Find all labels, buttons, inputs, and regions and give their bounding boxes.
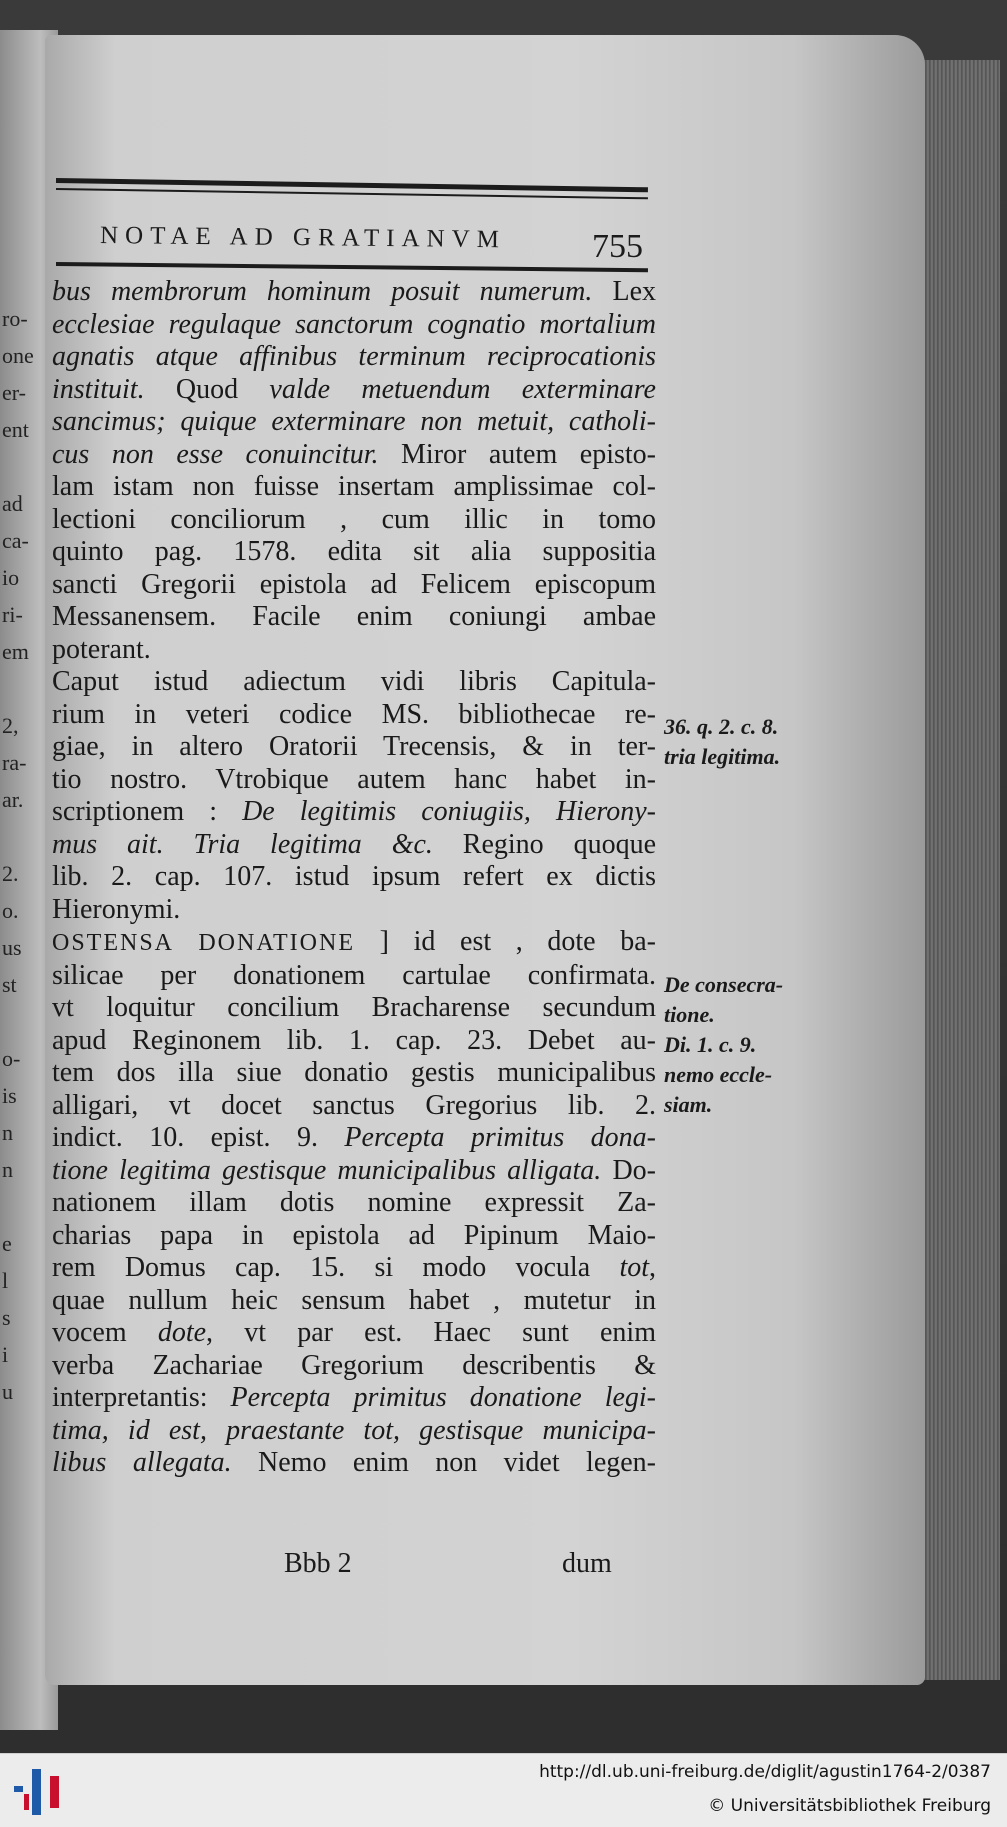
margin-note-consecration: [664, 970, 783, 1120]
text-segment: tot: [619, 1252, 649, 1283]
left-fragment: ro-: [2, 306, 28, 331]
left-fragment: ri-: [2, 602, 23, 627]
catchword: dum: [562, 1548, 612, 1579]
copyright-notice: © Universitätsbibliothek Freiburg: [708, 1796, 991, 1816]
text-segment: giae, in altero Oratorii Trecensis, & in ter-: [52, 731, 656, 762]
body-text: [52, 276, 656, 1480]
text-segment: nationem illam dotis nomine expressit Za-: [52, 1187, 656, 1218]
text-line: [52, 861, 656, 894]
text-segment: mus ait. Tria legitima &c.: [52, 828, 463, 860]
text-segment: instituit.: [52, 373, 176, 405]
text-segment: charias papa in epistola ad Pipinum Maio-: [52, 1219, 656, 1251]
left-fragment: is: [2, 1083, 17, 1108]
text-line: [52, 1220, 656, 1253]
text-line: [52, 992, 656, 1025]
text-line: [52, 1155, 656, 1188]
margin-note-line: siam.: [664, 1092, 713, 1117]
signature-mark: Bbb 2: [284, 1548, 352, 1579]
text-segment: apud Reginonem lib. 1. cap. 23. Debet au-: [52, 1024, 656, 1056]
text-segment: interpretantis:: [52, 1382, 231, 1413]
text-segment: Messanensem. Facile enim coniungi ambae: [52, 601, 656, 632]
text-line: [52, 276, 656, 309]
left-fragment: ent: [2, 417, 29, 442]
text-line: [52, 1382, 656, 1415]
text-line: [52, 634, 656, 667]
margin-note-line: 36. q. 2. c. 8.: [664, 714, 779, 739]
margin-note-line: tria legitima.: [664, 744, 781, 769]
text-segment: vt loquitur concilium Bracharense secundum: [52, 992, 656, 1023]
text-line: [52, 699, 656, 732]
left-fragment: us: [2, 935, 22, 960]
left-fragment: io: [2, 565, 20, 590]
left-fragment: n: [2, 1157, 13, 1182]
text-segment: lib. 2. cap. 107. istud ipsum refert ex dictis: [52, 861, 656, 892]
text-line: [52, 374, 656, 407]
left-fragment: st: [2, 972, 17, 997]
left-fragment: ca-: [2, 528, 29, 553]
text-segment: ecclesiae regulaque sanctorum cognatio mortalium: [52, 308, 656, 340]
margin-note-line: De consecra-: [664, 972, 784, 997]
text-segment: sancti Gregorii epistola ad Felicem episcopum: [52, 568, 656, 600]
left-fragment: u: [2, 1379, 13, 1404]
text-segment: Caput istud adiectum vidi libris Capitula-: [52, 666, 656, 697]
university-library-logo-icon: [12, 1764, 62, 1819]
left-fragment: i: [2, 1342, 9, 1367]
text-segment: Percepta primitus donatione legi-: [230, 1382, 656, 1413]
text-segment: Nemo enim non videt legen-: [258, 1447, 656, 1478]
permalink-url[interactable]: http://dl.ub.uni-freiburg.de/diglit/agustin1764-2/0387: [539, 1762, 991, 1782]
running-head: NOTAE AD GRATIANVM: [99, 222, 507, 254]
text-segment: agnatis atque affinibus terminum reciprocationis: [52, 341, 656, 372]
text-line: [52, 1025, 656, 1058]
text-segment: Do-: [612, 1154, 656, 1186]
text-segment: rium in veteri codice MS. bibliothecae re-: [52, 698, 656, 730]
text-segment: alligari, vt docet sanctus Gregorius lib. 2.: [52, 1089, 656, 1121]
left-fragment: ar.: [2, 787, 24, 812]
left-fragment: one: [2, 343, 34, 368]
text-line: [52, 796, 656, 829]
text-segment: lam istam non fuisse insertam amplissimae col-: [52, 471, 656, 502]
text-segment: indict. 10. epist. 9.: [52, 1122, 345, 1153]
text-segment: dote: [157, 1317, 207, 1348]
margin-note-canon: [664, 712, 780, 772]
text-line: [52, 471, 656, 504]
text-segment: quae nullum heic sensum habet , mutetur in: [52, 1284, 656, 1316]
text-segment: Miror autem episto-: [401, 438, 656, 470]
text-line: [52, 1415, 656, 1448]
text-segment: lectioni conciliorum , cum illic in tomo: [52, 503, 656, 535]
margin-note-line: Di. 1. c. 9.: [664, 1032, 757, 1057]
text-line: [52, 829, 656, 862]
text-line: [52, 1090, 656, 1123]
text-segment: Percepta primitus dona-: [344, 1122, 656, 1153]
text-line: [52, 960, 656, 993]
text-line: [52, 309, 656, 342]
left-fragment: l: [2, 1268, 9, 1293]
text-segment: tione legitima gestisque municipalibus alligata.: [52, 1154, 613, 1186]
left-fragment: ad: [2, 491, 23, 516]
text-line: [52, 1285, 656, 1318]
text-line: [52, 504, 656, 537]
page-number: 755: [592, 228, 643, 265]
left-fragment: o.: [2, 898, 19, 923]
left-fragment: em: [2, 639, 29, 664]
text-segment: silicae per donationem cartulae confirmata.: [52, 959, 656, 991]
margin-note-line: tione.: [664, 1002, 715, 1027]
text-line: [52, 731, 656, 764]
text-line: [52, 926, 656, 960]
text-segment: , vt par est. Haec sunt enim: [206, 1317, 656, 1348]
text-segment: vocem: [52, 1317, 158, 1348]
left-fragment: ra-: [2, 750, 27, 775]
text-segment: sancimus; quique exterminare non metuit, catholi-: [52, 406, 656, 437]
text-line: [52, 601, 656, 634]
text-segment: poterant.: [52, 633, 151, 665]
text-line: [52, 341, 656, 374]
text-segment: Lex: [612, 276, 656, 307]
text-segment: tima, id est, praestante tot, gestisque municipa-: [52, 1414, 656, 1446]
footer-bar: [0, 1753, 1007, 1827]
text-line: [52, 1252, 656, 1285]
text-line: [52, 406, 656, 439]
text-segment: ] id est , dote ba-: [354, 926, 656, 957]
text-line: [52, 1187, 656, 1220]
text-segment: Hieronymi.: [52, 893, 181, 925]
text-line: [52, 1350, 656, 1383]
text-segment: valde metuendum exterminare: [269, 373, 656, 405]
left-fragment: s: [2, 1305, 11, 1330]
text-line: [52, 1057, 656, 1090]
text-segment: verba Zachariae Gregorium describentis &: [52, 1349, 656, 1381]
left-fragment: 2.: [2, 861, 19, 886]
text-segment: Regino quoque: [462, 828, 656, 860]
left-fragment: er-: [2, 380, 26, 405]
text-line: [52, 536, 656, 569]
text-line: [52, 666, 656, 699]
left-fragment: 2,: [2, 713, 19, 738]
text-segment: rem Domus cap. 15. si modo vocula: [52, 1252, 620, 1283]
text-line: [52, 439, 656, 472]
text-line: [52, 764, 656, 797]
text-line: [52, 1122, 656, 1155]
left-fragment: n: [2, 1120, 13, 1145]
text-segment: ,: [649, 1252, 656, 1283]
text-segment: libus allegata.: [52, 1447, 259, 1478]
text-segment: tio nostro. Vtrobique autem hanc habet in-: [52, 763, 656, 795]
left-fragment: o-: [2, 1046, 21, 1071]
text-line: [52, 1447, 656, 1480]
text-segment: Quod: [175, 373, 270, 405]
text-line: [52, 569, 656, 602]
text-segment: tem dos illa siue donatio gestis municipalibus: [52, 1057, 656, 1088]
text-line: [52, 894, 656, 927]
text-segment: bus membrorum hominum posuit numerum.: [52, 276, 613, 307]
margin-note-line: nemo eccle-: [664, 1062, 773, 1087]
text-segment: scriptionem :: [52, 796, 243, 827]
left-fragment: e: [2, 1231, 12, 1256]
text-segment: De legitimis coniugiis, Hierony-: [242, 796, 656, 827]
text-segment: cus non esse conuincitur.: [52, 438, 402, 470]
text-line: [52, 1317, 656, 1350]
text-segment: quinto pag. 1578. edita sit alia suppositia: [52, 536, 656, 567]
text-segment: OSTENSA DONATIONE: [52, 930, 355, 956]
